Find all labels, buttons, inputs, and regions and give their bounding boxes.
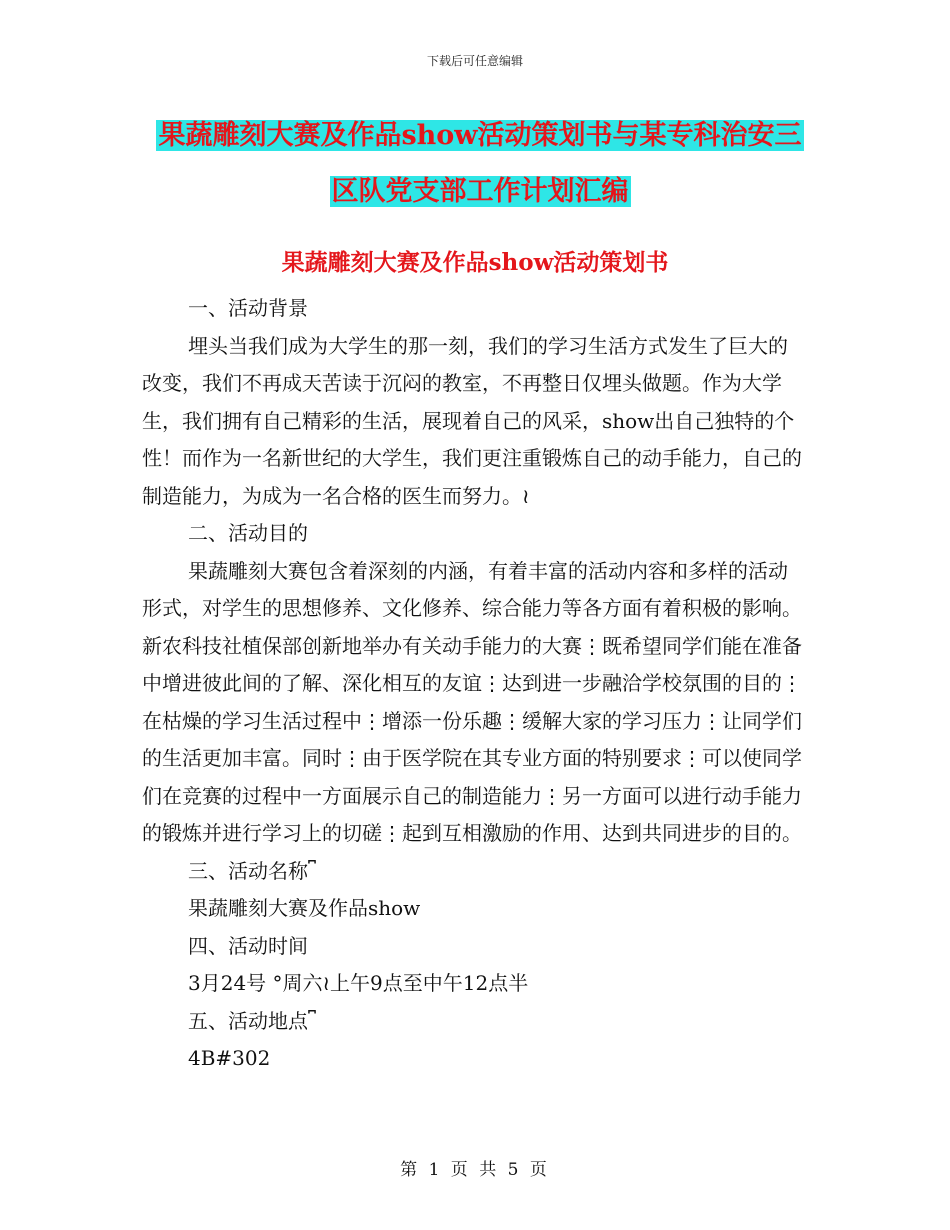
header-note: 下载后可任意编辑: [426, 54, 523, 68]
paragraph-location: 4B#302: [188, 1046, 271, 1070]
heading-background: 一、活动背景: [188, 296, 308, 320]
document-body: [142, 290, 802, 1078]
paragraph-background: 埋头当我们成为大学生的那一刻，我们的学习生活方式发生了巨大的改变，我们不再成天苦读于沉闷的教室，不再整日仅埋头做题。作为大学生，我们拥有自己精彩的生活，展现着自己的风采，show出自己独特的个性！而作为一名新世纪的大学生，我们更注重锻炼自己的动手能力，自己的制造能力，为成为一名合格的医生而努力。≀: [142, 333, 802, 508]
paragraph-name: 果蔬雕刻大赛及作品show: [188, 896, 421, 920]
heading-time: 四、活动时间: [188, 933, 308, 958]
paragraph-purpose: 果蔬雕刻大赛包含着深刻的内涵，有着丰富的活动内容和多样的活动形式，对学生的思想修养、文化修养、综合能力等各方面有着积极的影响。 新农科技社植保部创新地举办有关动手能力的大赛⋮既希望同学们能在准备中增进彼此间的了解、深化相互的友谊⋮达到进一步融洽学校氛围的目的⋮在枯燥的学习生活过程中⋮增添一份乐趣⋮缓解大家的学习压力⋮让同学们的生活更加丰富。同时⋮由于医学院在其专业方面的特别要求⋮可以使同学们在竞赛的过程中一方面展示自己的制造能力⋮另一方面可以进行动手能力的锻炼并进行学习上的切磋⋮起到互相激励的作用、达到共同进步的目的。: [142, 558, 802, 845]
document-title-line-1: 果蔬雕刻大赛及作品show活动策划书与某专科治安三: [158, 120, 802, 151]
heading-name: 三、活动名称⎴: [188, 858, 316, 883]
heading-location: 五、活动地点⎴: [188, 1008, 316, 1033]
paragraph-time: 3月24号 °周六≀上午9点至中午12点半: [188, 971, 529, 995]
section-title: 果蔬雕刻大赛及作品show活动策划书: [281, 249, 669, 276]
document-title-line-2: 区队党支部工作计划汇编: [331, 176, 629, 207]
page-footer: 第 1 页 共 5 页: [400, 1160, 550, 1180]
document-title: [140, 108, 820, 220]
heading-purpose: 二、活动目的: [188, 521, 308, 545]
